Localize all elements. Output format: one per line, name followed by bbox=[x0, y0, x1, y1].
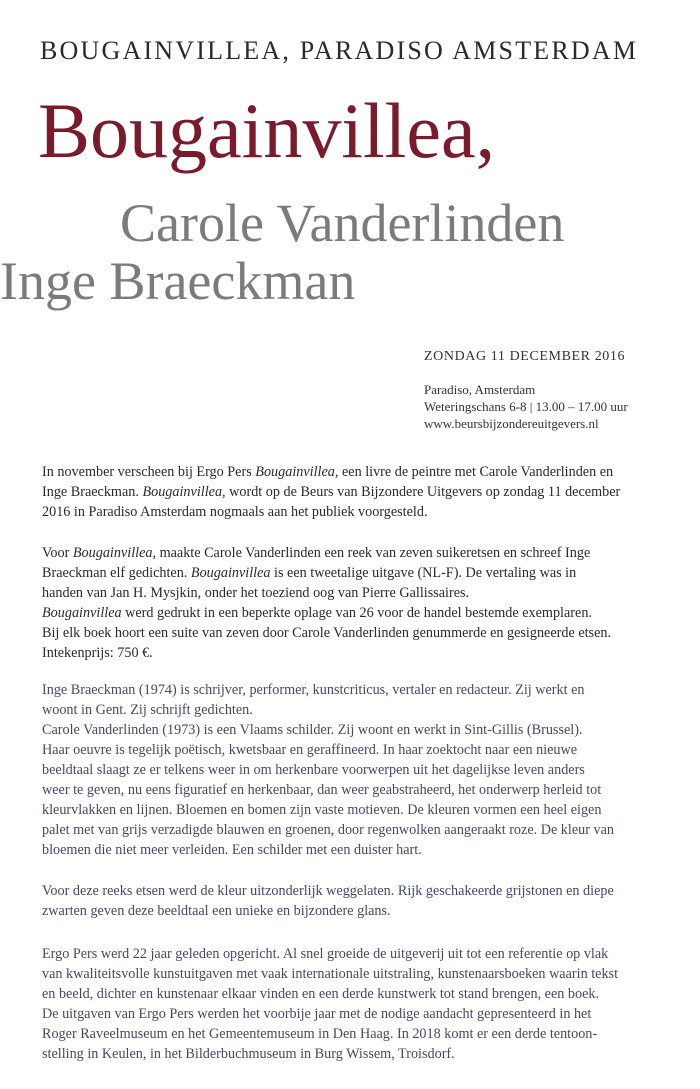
text-line bbox=[42, 462, 662, 482]
text-line: kleurvlakken en lijnen. Bloemen en bomen zijn vaste motieven. De kleuren vormen een heel eigen bbox=[42, 802, 602, 818]
event-date: ZONDAG 11 DECEMBER 2016 bbox=[424, 349, 626, 364]
text-line: zwarten geven deze beeldtaal een unieke en bijzondere glans. bbox=[42, 903, 391, 919]
text-line: Intekenprijs: 750 €. bbox=[42, 645, 153, 661]
text-span: Braeckman elf gedichten. bbox=[42, 565, 191, 581]
text-line: Roger Raveelmuseum en het Gemeentemuseum in Den Haag. In 2018 komt er een derde tentoon- bbox=[42, 1026, 598, 1042]
text-line: Carole Vanderlinden (1973) is een Vlaams schilder. Zij woont en werkt in Sint-Gillis (Brussel). bbox=[42, 722, 583, 738]
text-span: maakte Carole Vanderlinden een reek van zeven suikeretsen en schreef Inge bbox=[156, 545, 591, 561]
paragraph-etchings bbox=[42, 881, 662, 921]
text-line: Bij elk boek hoort een suite van zeven door Carole Vanderlinden genummerde en gesigneerde etsen. bbox=[42, 625, 612, 641]
text-line: woont in Gent. Zij schrijft gedichten. bbox=[42, 702, 253, 718]
text-line: Inge Braeckman (1974) is schrijver, performer, kunstcriticus, vertaler en redacteur. Zij werkt en bbox=[42, 682, 585, 698]
book-title-italic: Bougainvillea, bbox=[142, 484, 226, 500]
artist-name-vanderlinden: Carole Vanderlinden bbox=[120, 193, 565, 253]
text-line: 2016 in Paradiso Amsterdam nogmaals aan het publiek voorgesteld. bbox=[42, 504, 428, 520]
text-span: een livre de peintre met Carole Vanderlinden en bbox=[338, 464, 614, 480]
text-line: palet met van grijs verzadigde blauwen en groenen, door regenwolken aangeraakt roze. De kleur van bbox=[42, 822, 614, 838]
text-span: In november verscheen bij Ergo Pers bbox=[42, 464, 256, 480]
text-span: is een tweetalige uitgave (NL-F). De vertaling was in bbox=[270, 565, 577, 581]
text-line bbox=[42, 482, 662, 502]
paragraph-biographies bbox=[42, 680, 662, 860]
text-line: Voor deze reeks etsen werd de kleur uitzonderlijk weggelaten. Rijk geschakeerde grijstonen en diepe bbox=[42, 883, 614, 899]
book-title: Bougainvillea, bbox=[38, 87, 496, 174]
book-title-italic: Bougainvillea bbox=[190, 565, 271, 581]
text-span: werd gedrukt in een beperkte oplage van 26 voor de handel bestemde exemplaren. bbox=[121, 605, 592, 621]
text-line: De uitgaven van Ergo Pers werden het voorbije jaar met de nodige aandacht gepresenteerd in het bbox=[42, 1006, 592, 1022]
text-line: beeldtaal slaagt ze er telkens weer in om herkenbare voorwerpen uit het dagelijkse leven anders bbox=[42, 762, 585, 778]
event-address-time: Weteringschans 6-8 | 13.00 – 17.00 uur bbox=[424, 399, 628, 414]
paragraph-book-details bbox=[42, 543, 662, 663]
text-span: Inge Braeckman. bbox=[42, 484, 143, 500]
text-span: Voor bbox=[42, 545, 73, 561]
event-website-link[interactable]: www.beursbijzondereuitgevers.nl bbox=[424, 416, 599, 431]
text-span: wordt op de Beurs van Bijzondere Uitgevers op zondag 11 december bbox=[225, 484, 621, 500]
artist-name-braeckman: Inge Braeckman bbox=[0, 251, 356, 311]
event-venue: Paradiso, Amsterdam bbox=[424, 382, 536, 397]
book-title-italic: Bougainvillea, bbox=[72, 545, 157, 561]
text-line: stelling in Keulen, in het Bilderbuchmuseum in Burg Wissem, Troisdorf. bbox=[42, 1046, 455, 1062]
event-info bbox=[424, 348, 628, 432]
paragraph-publisher bbox=[42, 944, 662, 1064]
text-line bbox=[42, 563, 662, 583]
body-text bbox=[42, 462, 662, 1064]
text-line: handen van Jan H. Mysjkin, onder het toeziend oog van Pierre Gallissaires. bbox=[42, 585, 470, 601]
paragraph-announcement bbox=[42, 462, 662, 522]
text-line: van kwaliteitsvolle kunstuitgaven met vaak internationale uitstraling, kunstenaarsboeken waarin tekst bbox=[42, 966, 619, 982]
text-line: weer te geven, nu eens figuratief en herkenbaar, dan weer geabstraheerd, het onderwerp herleid tot bbox=[42, 782, 602, 798]
text-line bbox=[42, 543, 662, 563]
header-title: BOUGAINVILLEA, PARADISO AMSTERDAM bbox=[40, 36, 639, 65]
book-title-italic: Bougainvillea bbox=[42, 605, 122, 621]
book-title-italic: Bougainvillea, bbox=[255, 464, 339, 480]
text-line: en beeld, dichter en kunstenaar elkaar vinden en een derde kunstwerk tot stand brengen, een boek. bbox=[42, 986, 600, 1002]
text-line: bloemen die niet meer verleiden. Een schilder met een duister hart. bbox=[42, 842, 422, 858]
text-line: Ergo Pers werd 22 jaar geleden opgericht. Al snel groeide de uitgeverij uit tot een referentie op vlak bbox=[42, 946, 609, 962]
text-line: Haar oeuvre is tegelijk poëtisch, kwetsbaar en geraffineerd. In haar zoektocht naar een nieuwe bbox=[42, 742, 578, 758]
text-line bbox=[42, 603, 662, 623]
